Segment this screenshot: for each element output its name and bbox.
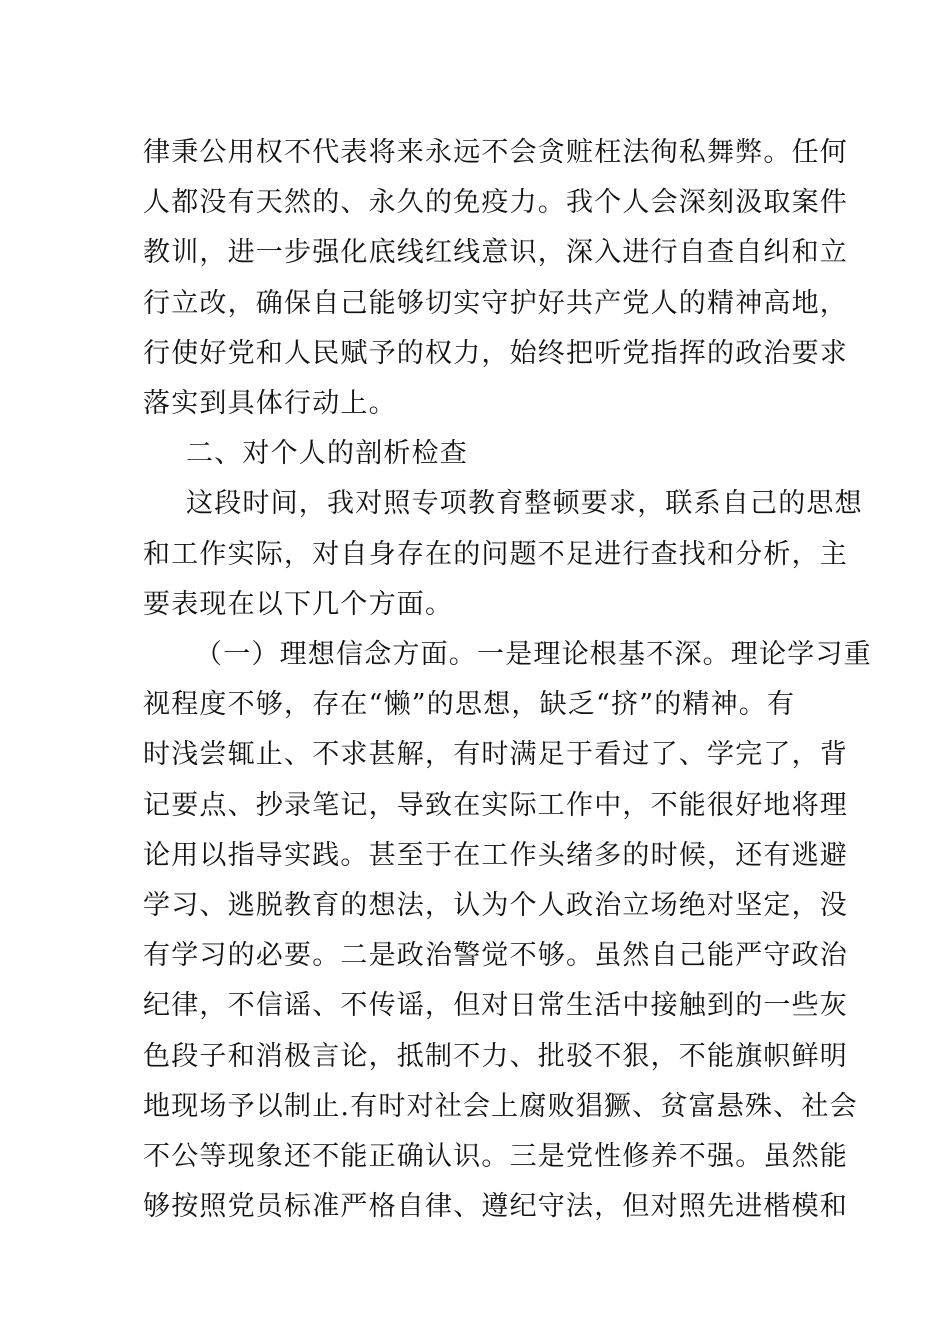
text-line: 不公等现象还不能正确认识。三是党性修养不强。虽然能 bbox=[143, 1141, 848, 1173]
text-line: 色段子和消极言论，抵制不力、批驳不狠，不能旗帜鲜明 bbox=[143, 1040, 848, 1072]
text-line: 够按照党员标准严格自律、遵纪守法，但对照先进楷模和 bbox=[143, 1191, 848, 1223]
paragraph-continuation bbox=[143, 128, 848, 429]
text-line: （一）理想信念方面。一是理论根基不深。理论学习重 bbox=[195, 639, 872, 671]
paragraph-ideals bbox=[143, 630, 872, 1232]
text-line: 记要点、抄录笔记，导致在实际工作中，不能很好地将理 bbox=[143, 789, 848, 821]
text-line: 视程度不够，存在“懒”的思想，缺乏“挤”的精神。有 bbox=[143, 689, 796, 721]
text-line: 和工作实际，对自身存在的问题不足进行查找和分析，主 bbox=[143, 538, 848, 570]
document-body bbox=[143, 128, 872, 1232]
text-line: 论用以指导实践。甚至于在工作头绪多的时候，还有逃避 bbox=[143, 839, 848, 871]
text-line: 要表现在以下几个方面。 bbox=[143, 588, 454, 620]
text-line: 教训，进一步强化底线红线意识，深入进行自查自纠和立 bbox=[143, 237, 848, 269]
text-line: 人都没有天然的、永久的免疫力。我个人会深刻汲取案件 bbox=[143, 187, 848, 219]
section-heading-text: 二、对个人的剖析检查 bbox=[186, 438, 468, 470]
text-line: 学习、逃脱教育的想法，认为个人政治立场绝对坚定，没 bbox=[143, 890, 848, 922]
text-line: 律秉公用权不代表将来永远不会贪赃枉法徇私舞弊。任何 bbox=[143, 137, 848, 168]
text-line: 有学习的必要。二是政治警觉不够。虽然自己能严守政治 bbox=[143, 940, 848, 972]
text-line: 纪律，不信谣、不传谣，但对日常生活中接触到的一些灰 bbox=[143, 990, 848, 1022]
text-line: 行立改，确保自己能够切实守护好共产党人的精神高地， bbox=[143, 287, 848, 319]
text-line: 落实到具体行动上。 bbox=[143, 388, 397, 420]
text-line: 行使好党和人民赋予的权力，始终把听党指挥的政治要求 bbox=[143, 337, 848, 369]
section-heading bbox=[143, 429, 823, 479]
text-line: 时浅尝辄止、不求甚解，有时满足于看过了、学完了，背 bbox=[143, 739, 848, 771]
text-line: 地现场予以制止.有时对社会上腐败猖獗、贫富悬殊、社会 bbox=[143, 1090, 858, 1122]
text-line: 这段时间，我对照专项教育整顿要求，联系自己的思想 bbox=[186, 488, 863, 520]
paragraph-intro bbox=[143, 479, 863, 630]
